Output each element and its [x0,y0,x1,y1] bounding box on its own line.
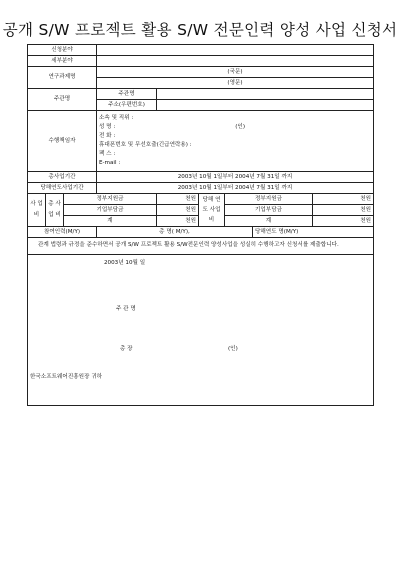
signature-area [28,255,374,406]
field-sebu-bunya[interactable] [97,56,374,67]
label-applicant: 수행책임자 [28,111,97,172]
sign-date: 2003년 10월 일 [104,260,146,266]
applicant-email: E-mail : [99,160,121,166]
field-year-period[interactable]: 2003년 10월 1일부터 2004년 7월 31일 까지 [97,183,374,194]
field-staff-total[interactable]: 총 명( M/Y), [97,227,253,238]
sign-rep[interactable]: 총 장 [120,346,133,352]
field-project-korean[interactable]: (국문) [97,67,374,78]
label-project-name: 연구과제명 [28,67,97,89]
label-sebu-bunya: 세부분야 [28,56,97,67]
label-sum-total: 계 [64,216,157,227]
label-year-cost: 당해 연도 사업비 [199,194,225,227]
label-gov-funds-year: 정부지원금 [225,194,313,205]
applicant-affiliation: 소속 및 직위 : [99,115,134,121]
sign-org: 주 관 명 [116,306,136,312]
row-sinchung-bunya [28,45,374,56]
applicant-phone: 전 화 : [99,133,116,139]
field-private-funds-total[interactable]: 천원 [157,205,199,216]
label-private-funds-total: 기업부담금 [64,205,157,216]
label-total-period: 총사업기간 [28,172,97,183]
applicant-name-label: 성 명 : [99,124,116,130]
label-private-funds-year: 기업부담금 [225,205,313,216]
row-statement [28,238,374,255]
field-sinchung-bunya[interactable] [97,45,374,56]
field-gov-funds-total[interactable]: 천원 [157,194,199,205]
applicant-name-line [99,123,371,132]
statement-text: 관계 법령과 규정을 준수하면서 공개 S/W 프로젝트 활용 S/W전문인력 양성사업을 성실히 수행하고자 신청서를 제출합니다. [28,238,374,255]
row-project-korean [28,67,374,78]
row-total-period [28,172,374,183]
applicant-fax: 팩 스 : [99,151,116,157]
label-sum-year: 계 [225,216,313,227]
form-title: 공개 S/W 프로젝트 활용 S/W 전문인력 양성 사업 신청서 [2,21,398,39]
row-staff [28,227,374,238]
application-form-table [27,44,374,406]
row-year-period [28,183,374,194]
label-gov-funds-total: 정부지원금 [64,194,157,205]
label-address: 주소(우편번호) [97,100,157,111]
field-total-period[interactable]: 2003년 10월 1일부터 2004년 7월 31일 까지 [97,172,374,183]
label-staff: 참여인력(M/Y) [28,227,97,238]
row-sebu-bunya [28,56,374,67]
applicant-seal: (인) [235,124,246,130]
field-applicant[interactable] [97,111,374,172]
sign-seal: (인) [228,346,238,352]
field-staff-year[interactable]: 당해연도 명(M/Y) [253,227,374,238]
field-org-name[interactable] [157,89,374,100]
row-cost-gov [28,194,374,205]
row-signature [28,255,374,406]
row-applicant [28,111,374,172]
field-sum-total[interactable]: 천원 [157,216,199,227]
label-org: 주관명 [28,89,97,111]
label-org-name: 주관명 [97,89,157,100]
label-year-period: 당해연도사업기간 [28,183,97,194]
row-org-name [28,89,374,100]
field-private-funds-year[interactable]: 천원 [313,205,374,216]
label-total-cost-short: 총 사 업 비 [46,194,64,227]
field-project-english[interactable]: (영문) [97,78,374,89]
applicant-mobile: 휴대폰번호 및 무선호출(긴급연락용) : [99,142,192,148]
label-biz-cost: 사 업 비 [28,194,46,227]
field-address[interactable] [157,100,374,111]
field-gov-funds-year[interactable]: 천원 [313,194,374,205]
field-sum-year[interactable]: 천원 [313,216,374,227]
recipient: 한국소프트웨어진흥원장 귀하 [30,374,103,380]
label-sinchung-bunya: 신청분야 [28,45,97,56]
